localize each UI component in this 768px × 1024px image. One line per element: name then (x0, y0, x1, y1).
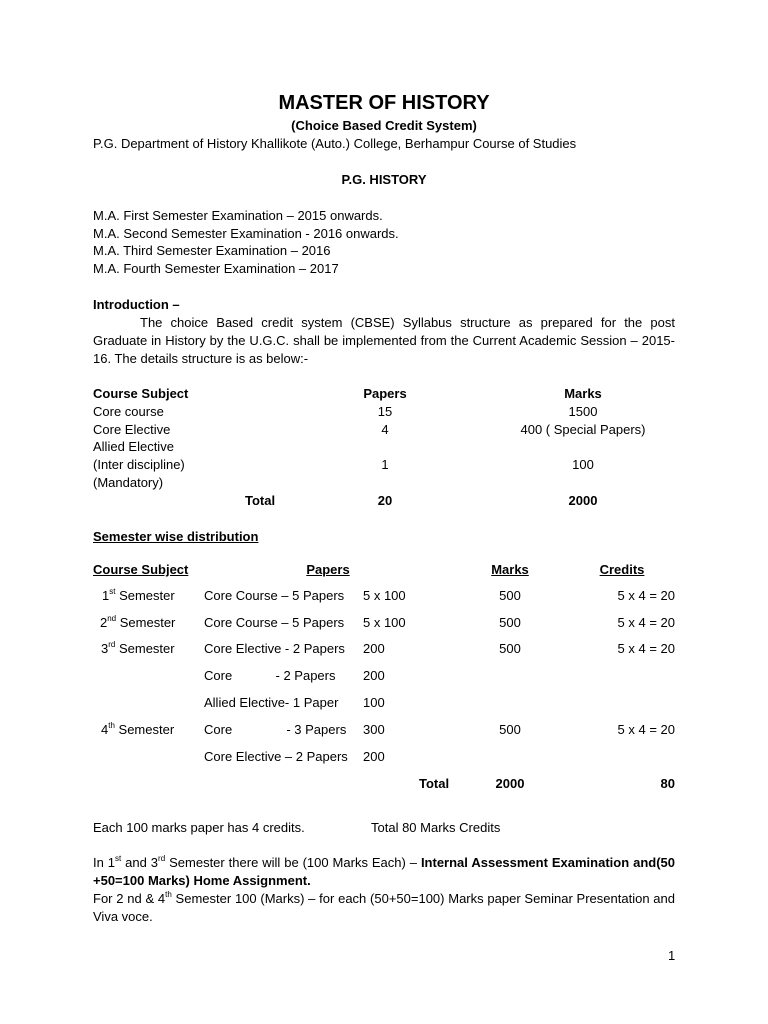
semester-label: 4th Semester (101, 720, 175, 737)
semester-total-credits: 80 (660, 776, 675, 791)
semester-header-papers: Papers (306, 562, 350, 577)
semester-marks: 500 (499, 641, 521, 656)
semester-paper: Allied Elective- 1 Paper (204, 695, 339, 710)
semester-paper: Core - 3 Papers (204, 722, 347, 737)
credits-note: Each 100 marks paper has 4 credits. (93, 820, 305, 835)
summary-cell-papers: 4 (381, 422, 389, 437)
semester-paper: Core Elective – 2 Papers (204, 749, 348, 764)
semester-marks: 500 (499, 588, 521, 603)
intro-heading: Introduction – (93, 297, 180, 312)
semester-count: 5 x 100 (363, 588, 406, 603)
page-subtitle: (Choice Based Credit System) (291, 118, 477, 133)
summary-header-subject: Course Subject (93, 386, 189, 401)
seminar-paragraph: For 2 nd & 4th Semester 100 (Marks) – for each (50+50=100) Marks paper Seminar Presentation and Viva voce. (93, 889, 675, 924)
assessment-paragraph: In 1st and 3rd Semester there will be (100 Marks Each) – Internal Assessment Examination and(50 +50=100 Marks) Home Assignment. (93, 853, 675, 888)
summary-cell-marks: 400 ( Special Papers) (520, 422, 646, 437)
summary-total-marks: 2000 (568, 493, 598, 508)
summary-header-papers: Papers (363, 386, 407, 401)
semester-heading: Semester wise distribution (93, 529, 259, 544)
semester-paper: Core Course – 5 Papers (204, 588, 345, 603)
semester-header-credits: Credits (599, 562, 645, 577)
semester-label: 1st Semester (102, 586, 175, 603)
exam-line: M.A. Third Semester Examination – 2016 (93, 243, 331, 258)
exam-line: M.A. First Semester Examination – 2015 onwards. (93, 208, 383, 223)
department-line: P.G. Department of History Khallikote (Auto.) College, Berhampur Course of Studies (93, 136, 577, 151)
intro-paragraph: The choice Based credit system (CBSE) Syllabus structure as prepared for the post Graduate in History by the U.G.C. shall be implemented from the Current Academic Session – 2015-16. The details structure is as below:- (93, 315, 675, 366)
semester-credits: 5 x 4 = 20 (617, 641, 675, 656)
page-number: 1 (668, 948, 676, 963)
summary-total-papers: 20 (377, 493, 393, 508)
section-heading: P.G. HISTORY (341, 172, 427, 187)
summary-cell-subject: Core course (93, 404, 164, 419)
semester-label: 2nd Semester (100, 613, 176, 630)
summary-cell-subject: Allied Elective (93, 439, 174, 454)
summary-header-marks: Marks (564, 386, 602, 401)
summary-cell-subject: (Inter discipline) (93, 457, 185, 472)
semester-header-subject: Course Subject (93, 562, 189, 577)
semester-marks: 500 (499, 615, 521, 630)
semester-count: 200 (363, 641, 385, 656)
semester-header-marks: Marks (491, 562, 529, 577)
exam-line: M.A. Fourth Semester Examination – 2017 (93, 261, 339, 276)
semester-paper: Core - 2 Papers (204, 668, 336, 683)
exam-line: M.A. Second Semester Examination - 2016 onwards. (93, 226, 399, 241)
summary-cell-subject: Core Elective (93, 422, 171, 437)
semester-credits: 5 x 4 = 20 (617, 588, 675, 603)
page-title: MASTER OF HISTORY (278, 92, 490, 114)
total-credits-note: Total 80 Marks Credits (371, 820, 501, 835)
semester-marks: 500 (499, 722, 521, 737)
semester-count: 200 (363, 749, 385, 764)
summary-cell-marks: 1500 (568, 404, 598, 419)
summary-cell-marks: 100 (572, 457, 594, 472)
summary-cell-subject: (Mandatory) (93, 475, 164, 490)
semester-count: 5 x 100 (363, 615, 406, 630)
semester-count: 300 (363, 722, 385, 737)
semester-count: 200 (363, 668, 385, 683)
semester-label: 3rd Semester (101, 639, 175, 656)
summary-cell-papers: 1 (381, 457, 389, 472)
summary-cell-papers: 15 (377, 404, 393, 419)
semester-credits: 5 x 4 = 20 (617, 722, 675, 737)
semester-paper: Core Course – 5 Papers (204, 615, 345, 630)
semester-total-label: Total (419, 776, 450, 791)
semester-count: 100 (363, 695, 385, 710)
summary-total-label: Total (245, 493, 276, 508)
semester-paper: Core Elective - 2 Papers (204, 641, 345, 656)
semester-credits: 5 x 4 = 20 (617, 615, 675, 630)
semester-total-marks: 2000 (495, 776, 525, 791)
